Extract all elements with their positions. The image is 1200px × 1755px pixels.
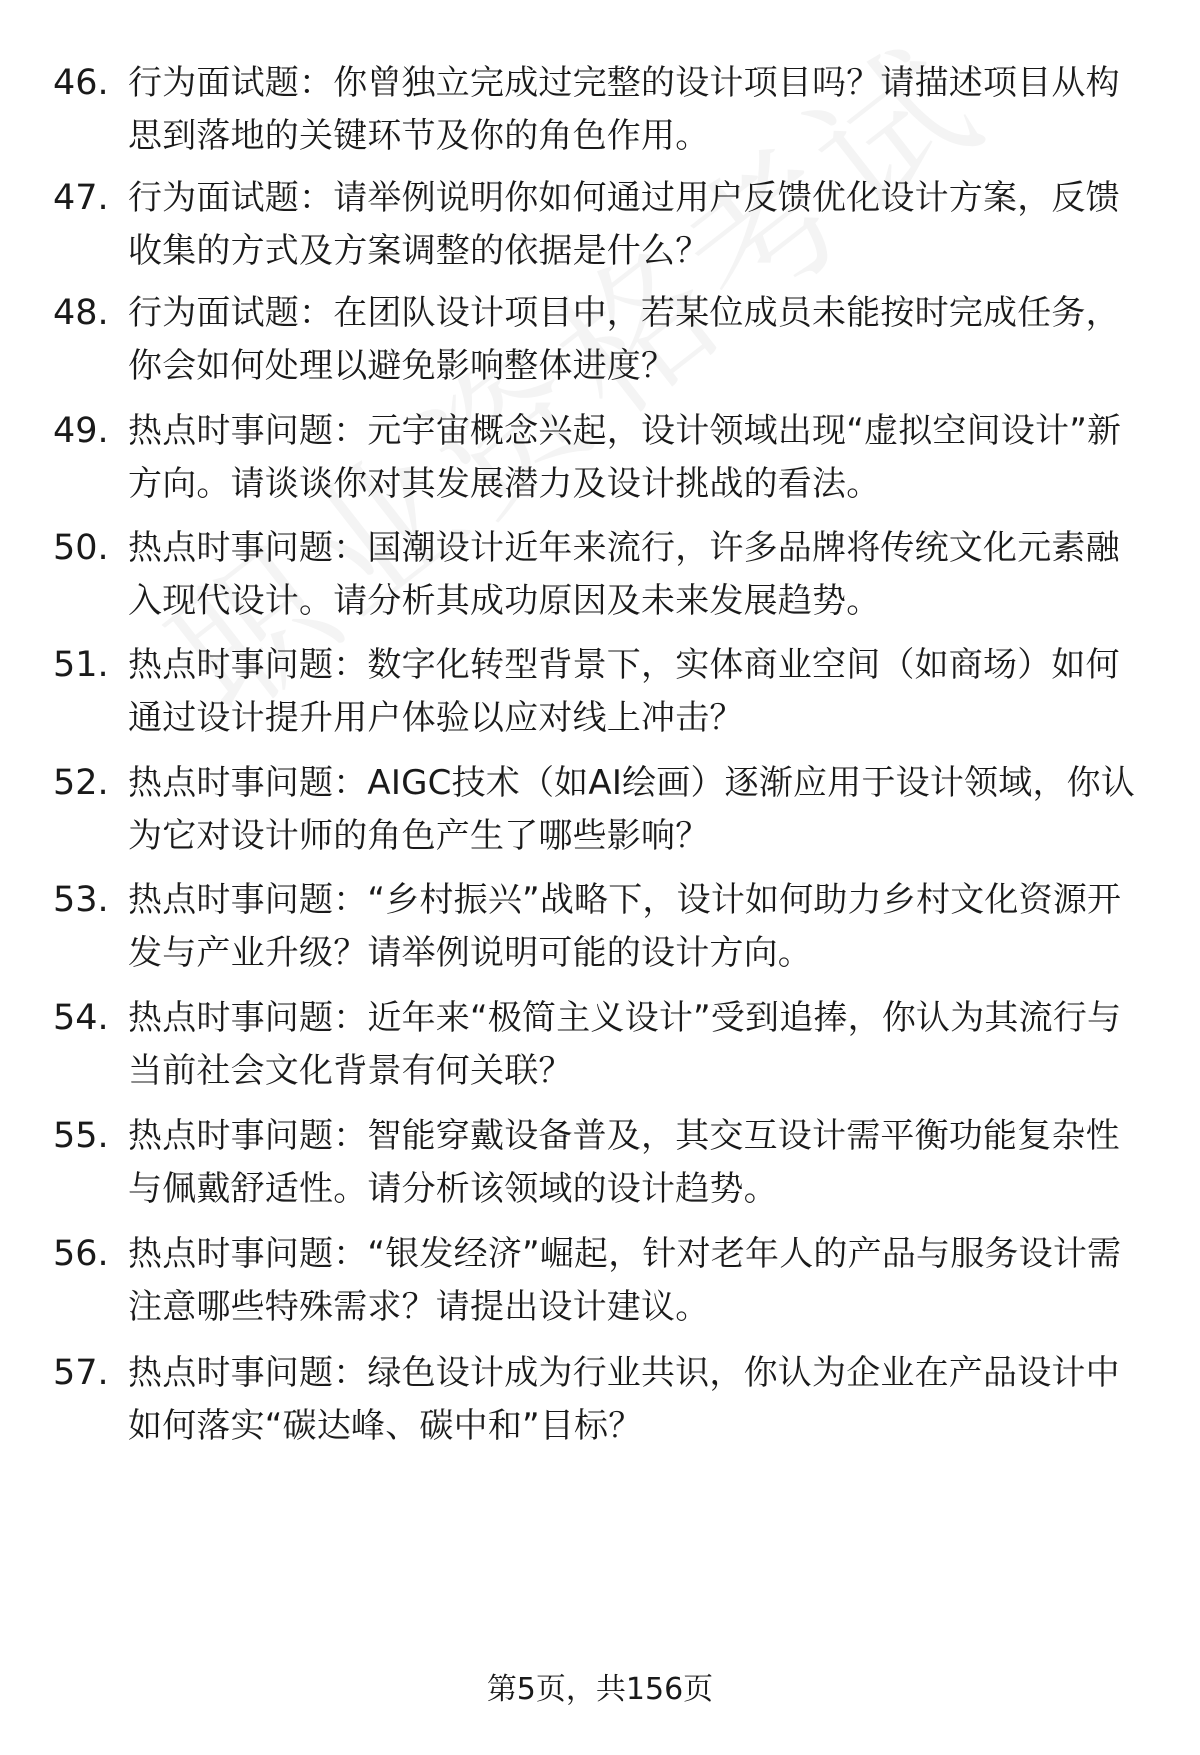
question-item	[0, 757, 1200, 867]
question-item	[0, 992, 1200, 1102]
question-number: 55.	[53, 1116, 109, 1156]
question-item	[0, 639, 1200, 749]
question-item	[0, 172, 1200, 282]
question-item	[0, 1110, 1200, 1220]
question-text: 热点时事问题：“银发经济”崛起，针对老年人的产品与服务设计需注意哪些特殊需求？请提出设计建议。	[128, 1234, 1122, 1327]
question-number: 52.	[53, 763, 109, 803]
question-number: 57.	[53, 1353, 109, 1393]
question-number: 51.	[53, 645, 109, 685]
question-item	[0, 874, 1200, 984]
question-number: 54.	[53, 998, 109, 1038]
question-text: 热点时事问题：元宇宙概念兴起，设计领域出现“虚拟空间设计”新方向。请谈谈你对其发展潜力及设计挑战的看法。	[128, 411, 1122, 504]
question-text: 行为面试题：请举例说明你如何通过用户反馈优化设计方案，反馈收集的方式及方案调整的依据是什么？	[128, 178, 1120, 271]
question-number: 48.	[53, 293, 109, 333]
page-footer: 第5页，共156页	[486, 1672, 714, 1707]
question-item	[0, 522, 1200, 632]
question-text: 行为面试题：你曾独立完成过完整的设计项目吗？请描述项目从构思到落地的关键环节及你的角色作用。	[128, 63, 1120, 156]
question-item	[0, 287, 1200, 397]
question-text: 行为面试题：在团队设计项目中，若某位成员未能按时完成任务，你会如何处理以避免影响整体进度？	[128, 293, 1120, 386]
question-item	[0, 1347, 1200, 1457]
question-number: 53.	[53, 880, 109, 920]
question-number: 49.	[53, 411, 109, 451]
question-text: 热点时事问题：国潮设计近年来流行，许多品牌将传统文化元素融入现代设计。请分析其成功原因及未来发展趋势。	[128, 528, 1120, 621]
question-text: 热点时事问题：数字化转型背景下，实体商业空间（如商场）如何通过设计提升用户体验以应对线上冲击？	[128, 645, 1120, 738]
question-number: 50.	[53, 528, 109, 568]
question-item	[0, 405, 1200, 515]
question-text: 热点时事问题：近年来“极简主义设计”受到追捧，你认为其流行与当前社会文化背景有何关联？	[128, 998, 1122, 1091]
question-text: 热点时事问题：绿色设计成为行业共识，你认为企业在产品设计中如何落实“碳达峰、碳中和”目标？	[128, 1353, 1120, 1446]
question-number: 56.	[53, 1234, 109, 1274]
question-number: 47.	[53, 178, 109, 218]
question-item	[0, 1228, 1200, 1338]
question-text: 热点时事问题：AIGC技术（如AI绘画）逐渐应用于设计领域，你认为它对设计师的角色产生了哪些影响？	[128, 763, 1136, 856]
question-number: 46.	[53, 63, 109, 103]
question-item	[0, 57, 1200, 167]
question-text: 热点时事问题：“乡村振兴”战略下，设计如何助力乡村文化资源开发与产业升级？请举例说明可能的设计方向。	[128, 880, 1122, 973]
question-text: 热点时事问题：智能穿戴设备普及，其交互设计需平衡功能复杂性与佩戴舒适性。请分析该领域的设计趋势。	[128, 1116, 1120, 1209]
